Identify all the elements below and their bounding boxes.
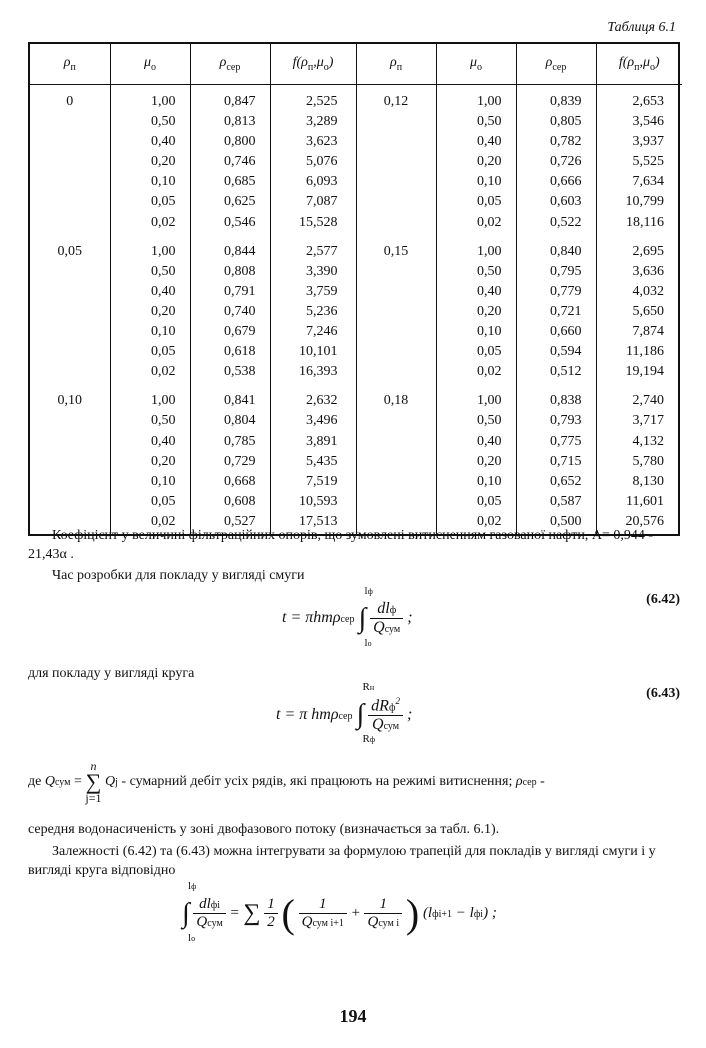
table-row — [30, 112, 682, 132]
table-cell: 0,813 — [190, 112, 270, 132]
table-cell: 0,02 — [436, 512, 516, 534]
table-cell: 0,804 — [190, 411, 270, 431]
equation-number-6-42: (6.42) — [646, 592, 680, 607]
table-cell — [30, 472, 110, 492]
table-cell: 18,116 — [596, 213, 682, 235]
table-cell — [356, 362, 436, 384]
table-caption: Таблиця 6.1 — [607, 20, 676, 35]
table-cell: 0,05 — [110, 492, 190, 512]
header-f-2: $f(\rho_п,\mu_о)$ — [596, 44, 682, 85]
table-cell: 0,40 — [436, 132, 516, 152]
table-cell: 11,186 — [596, 342, 682, 362]
table-cell: 0,40 — [436, 432, 516, 452]
table-cell: 5,076 — [270, 152, 356, 172]
table-cell: 0,50 — [110, 411, 190, 431]
table-cell: 0,721 — [516, 302, 596, 322]
table-row — [30, 152, 682, 172]
table-cell: 0,05 — [110, 192, 190, 212]
table-cell — [356, 172, 436, 192]
table-cell — [356, 302, 436, 322]
table-cell: 0,20 — [436, 152, 516, 172]
table-cell: 0,10 — [436, 472, 516, 492]
table-cell — [356, 112, 436, 132]
table-cell — [356, 432, 436, 452]
table-cell: 0,791 — [190, 282, 270, 302]
table-cell — [356, 411, 436, 431]
table-cell — [356, 213, 436, 235]
table-cell: 0,40 — [436, 282, 516, 302]
table-header-row — [30, 44, 682, 85]
table-cell: 0,800 — [190, 132, 270, 152]
table-cell: 0,05 — [57, 243, 82, 259]
paragraph-saturation: середня водонасиченість у зоні двофазового потоку (визначається за табл. 6.1). — [28, 822, 500, 837]
header-rho-p-2: $\rho_п$ — [356, 44, 436, 85]
table-cell: 0,625 — [190, 192, 270, 212]
table-cell: 0,685 — [190, 172, 270, 192]
paragraph-strip-time: Час розробки для покладу у вигляді смуги — [52, 568, 305, 583]
table-cell: 0,40 — [110, 132, 190, 152]
table-cell: 10,799 — [596, 192, 682, 212]
table-cell — [356, 452, 436, 472]
table-cell: 0,715 — [516, 452, 596, 472]
table-cell: 16,393 — [270, 362, 356, 384]
table-cell: 19,194 — [596, 362, 682, 384]
table-cell: 20,576 — [596, 512, 682, 534]
table-cell — [30, 282, 110, 302]
table-row — [30, 492, 682, 512]
table-cell: 3,289 — [270, 112, 356, 132]
table-cell — [356, 322, 436, 342]
table-cell: 0,15 — [356, 235, 436, 262]
table-cell: 2,632 — [270, 384, 356, 411]
table-cell — [30, 152, 110, 172]
table-cell: 0,50 — [436, 262, 516, 282]
table-row — [30, 342, 682, 362]
table-cell: 0,603 — [516, 192, 596, 212]
table-cell: 0,50 — [436, 411, 516, 431]
table-cell: 0,10 — [110, 322, 190, 342]
table-cell — [30, 452, 110, 472]
table-cell: 0,10 — [110, 472, 190, 492]
table-cell: 1,00 — [436, 235, 516, 262]
table-cell: 2,577 — [270, 235, 356, 262]
table-cell: 8,130 — [596, 472, 682, 492]
table-cell: 2,525 — [270, 85, 356, 113]
table-cell: 0,546 — [190, 213, 270, 235]
table-cell: 3,546 — [596, 112, 682, 132]
table-row — [30, 282, 682, 302]
header-rho-p: $\rho_п$ — [30, 44, 110, 85]
table-cell: 5,435 — [270, 452, 356, 472]
table-cell: 0,522 — [516, 213, 596, 235]
header-f: $f(\rho_п,\mu_о)$ — [270, 44, 356, 85]
table-row — [30, 302, 682, 322]
table-row — [30, 411, 682, 431]
table-cell — [356, 262, 436, 282]
table-cell: 3,636 — [596, 262, 682, 282]
equation-6-42: t = πhmρсер ∫ lф lо $\frac{\text{dlф}}{\text{Qсум}}$ ; — [282, 584, 413, 649]
equation-6-43: t = π hmρсер ∫ Rн Rф $\frac{dRф^2}{\text{Qсум}}$ ; — [276, 681, 413, 746]
paragraph-circle: для покладу у вигляді круга — [28, 666, 195, 681]
table-cell — [356, 132, 436, 152]
page-number: 194 — [339, 1006, 367, 1026]
table-cell: 0,793 — [516, 411, 596, 431]
header-rho-ser: $\rho_{сер}$ — [190, 44, 270, 85]
table-cell: 7,874 — [596, 322, 682, 342]
table-cell: 0,02 — [436, 213, 516, 235]
paragraph-coefficient: Коефіцієнт у величині фільтраційних опорів, що зумовлені витисненням газованої нафти, A= 0,944 - 21,43α . — [28, 528, 654, 562]
table-cell: 0,652 — [516, 472, 596, 492]
table-cell: 0,05 — [436, 192, 516, 212]
table-cell: 0,746 — [190, 152, 270, 172]
table-cell — [30, 302, 110, 322]
header-mu-o: $\mu_о$ — [110, 44, 190, 85]
table-cell: 0,841 — [190, 384, 270, 411]
table-row — [30, 432, 682, 452]
table-cell: 3,759 — [270, 282, 356, 302]
table-cell: 0,512 — [516, 362, 596, 384]
table-cell: 0,05 — [436, 492, 516, 512]
table-cell: 5,236 — [270, 302, 356, 322]
table-cell: 0,775 — [516, 432, 596, 452]
table-cell: 0,10 — [436, 322, 516, 342]
table-cell: 7,519 — [270, 472, 356, 492]
table-row — [30, 85, 682, 113]
table-cell: 0,10 — [57, 393, 82, 409]
table-cell — [30, 342, 110, 362]
table-cell: 5,780 — [596, 452, 682, 472]
table-cell: 7,634 — [596, 172, 682, 192]
table-cell: 0,05 — [110, 342, 190, 362]
table-cell: 0,527 — [190, 512, 270, 534]
table-cell: 10,593 — [270, 492, 356, 512]
table-cell: 0,594 — [516, 342, 596, 362]
table-cell: 0,02 — [110, 512, 190, 534]
table-cell: 0,660 — [516, 322, 596, 342]
table-cell — [356, 192, 436, 212]
table-row — [30, 452, 682, 472]
table-cell: 0,847 — [190, 85, 270, 113]
table-cell: 0,740 — [190, 302, 270, 322]
table-cell: 0,844 — [190, 235, 270, 262]
table-cell — [30, 492, 110, 512]
table-cell: 1,00 — [436, 384, 516, 411]
table-cell: 0,679 — [190, 322, 270, 342]
table-cell — [30, 172, 110, 192]
text-qsum-desc: - сумарний дебіт усіх рядів, які працюють на режимі витиснення; — [121, 774, 513, 790]
table-cell: 0,20 — [110, 302, 190, 322]
table-cell: 0,20 — [436, 452, 516, 472]
table-row — [30, 322, 682, 342]
table-cell: 0,726 — [516, 152, 596, 172]
text-de: де — [28, 774, 42, 790]
table-cell: 0,666 — [516, 172, 596, 192]
table-cell: 1,00 — [110, 235, 190, 262]
table-cell — [30, 112, 110, 132]
table-cell — [356, 342, 436, 362]
table-cell — [356, 472, 436, 492]
table-cell: 2,653 — [596, 85, 682, 113]
table-cell — [30, 213, 110, 235]
table-cell: 0,839 — [516, 85, 596, 113]
table-cell: 0,50 — [110, 112, 190, 132]
table-cell: 3,623 — [270, 132, 356, 152]
table-cell: 0,805 — [516, 112, 596, 132]
equation-number-6-43: (6.43) — [646, 686, 680, 701]
table-cell — [356, 152, 436, 172]
table-cell: 1,00 — [436, 85, 516, 113]
table-cell: 0,840 — [516, 235, 596, 262]
table-cell: 0,12 — [356, 85, 436, 113]
table-cell: 7,246 — [270, 322, 356, 342]
table-cell: 4,132 — [596, 432, 682, 452]
header-mu-o-2: $\mu_о$ — [436, 44, 516, 85]
table-cell: 2,740 — [596, 384, 682, 411]
table-cell: 11,601 — [596, 492, 682, 512]
table-cell: 0,838 — [516, 384, 596, 411]
table-cell: 0,782 — [516, 132, 596, 152]
table-cell — [356, 492, 436, 512]
table-cell: 4,032 — [596, 282, 682, 302]
table-cell — [30, 362, 110, 384]
table-cell — [30, 132, 110, 152]
table-cell: 0,587 — [516, 492, 596, 512]
table-cell: 3,390 — [270, 262, 356, 282]
table-cell — [30, 262, 110, 282]
table-cell: 0,668 — [190, 472, 270, 492]
table-cell: 0 — [66, 94, 74, 109]
table-cell: 0,10 — [436, 172, 516, 192]
table-cell: 0,729 — [190, 452, 270, 472]
table-row — [30, 262, 682, 282]
table-cell: 2,695 — [596, 235, 682, 262]
table-cell: 0,20 — [436, 302, 516, 322]
table-cell: 0,50 — [110, 262, 190, 282]
table-row — [30, 192, 682, 212]
table-cell: 0,40 — [110, 282, 190, 302]
table-cell: 10,101 — [270, 342, 356, 362]
table-cell: 0,18 — [356, 384, 436, 411]
table-cell: 1,00 — [110, 384, 190, 411]
table-cell: 3,891 — [270, 432, 356, 452]
table-cell — [30, 432, 110, 452]
table-cell: 6,093 — [270, 172, 356, 192]
equation-trapezoid: ∫ lф lо $\frac{\text{dlфі}}{\text{Qсум}}$ = ∑ $\frac{1}{2}$ ( $\frac{1}{\text{Qсум і+1}}$ + $\frac{1}{\text{Qсум і}}$ ) (lфі+1 − lфі) ; — [182, 879, 497, 944]
table-cell — [30, 192, 110, 212]
table-cell: 1,00 — [110, 85, 190, 113]
table-cell: 0,779 — [516, 282, 596, 302]
table-cell: 17,513 — [270, 512, 356, 534]
table-cell — [356, 282, 436, 302]
table-cell: 5,525 — [596, 152, 682, 172]
table-cell: 3,717 — [596, 411, 682, 431]
table-cell: 0,20 — [110, 152, 190, 172]
table-row — [30, 384, 682, 411]
data-table — [28, 42, 680, 536]
table-cell: 3,937 — [596, 132, 682, 152]
table-row — [30, 213, 682, 235]
header-rho-ser-2: $\rho_{сер}$ — [516, 44, 596, 85]
table-cell: 0,608 — [190, 492, 270, 512]
table-row — [30, 172, 682, 192]
table-cell: 5,650 — [596, 302, 682, 322]
table-row — [30, 235, 682, 262]
table-cell: 0,02 — [110, 362, 190, 384]
table-cell: 0,10 — [110, 172, 190, 192]
table-cell — [30, 411, 110, 431]
table-cell: 0,20 — [110, 452, 190, 472]
table-cell: 3,496 — [270, 411, 356, 431]
table-cell: 0,500 — [516, 512, 596, 534]
table-row — [30, 362, 682, 384]
paragraph-trapezoid: Залежності (6.42) та (6.43) можна інтегрувати за формулою трапецій для покладів у вигляді смуги і у вигляді круга відповідно — [28, 844, 656, 878]
table-cell: 0,05 — [436, 342, 516, 362]
table-cell: 0,808 — [190, 262, 270, 282]
table-cell: 0,785 — [190, 432, 270, 452]
table-cell: 7,087 — [270, 192, 356, 212]
paragraph-qsum: де Qсум = n ∑ j=1 Qj - сумарний дебіт усіх рядів, які працюють на режимі витиснення; ρсер - — [28, 759, 545, 805]
table-cell: 0,50 — [436, 112, 516, 132]
table-cell — [30, 322, 110, 342]
table-cell: 15,528 — [270, 213, 356, 235]
table-cell: 0,02 — [110, 213, 190, 235]
table-cell: 0,02 — [436, 362, 516, 384]
table-cell: 0,618 — [190, 342, 270, 362]
table-row — [30, 472, 682, 492]
table-cell: 0,795 — [516, 262, 596, 282]
table-cell: 0,538 — [190, 362, 270, 384]
table-cell: 0,40 — [110, 432, 190, 452]
table-row — [30, 132, 682, 152]
